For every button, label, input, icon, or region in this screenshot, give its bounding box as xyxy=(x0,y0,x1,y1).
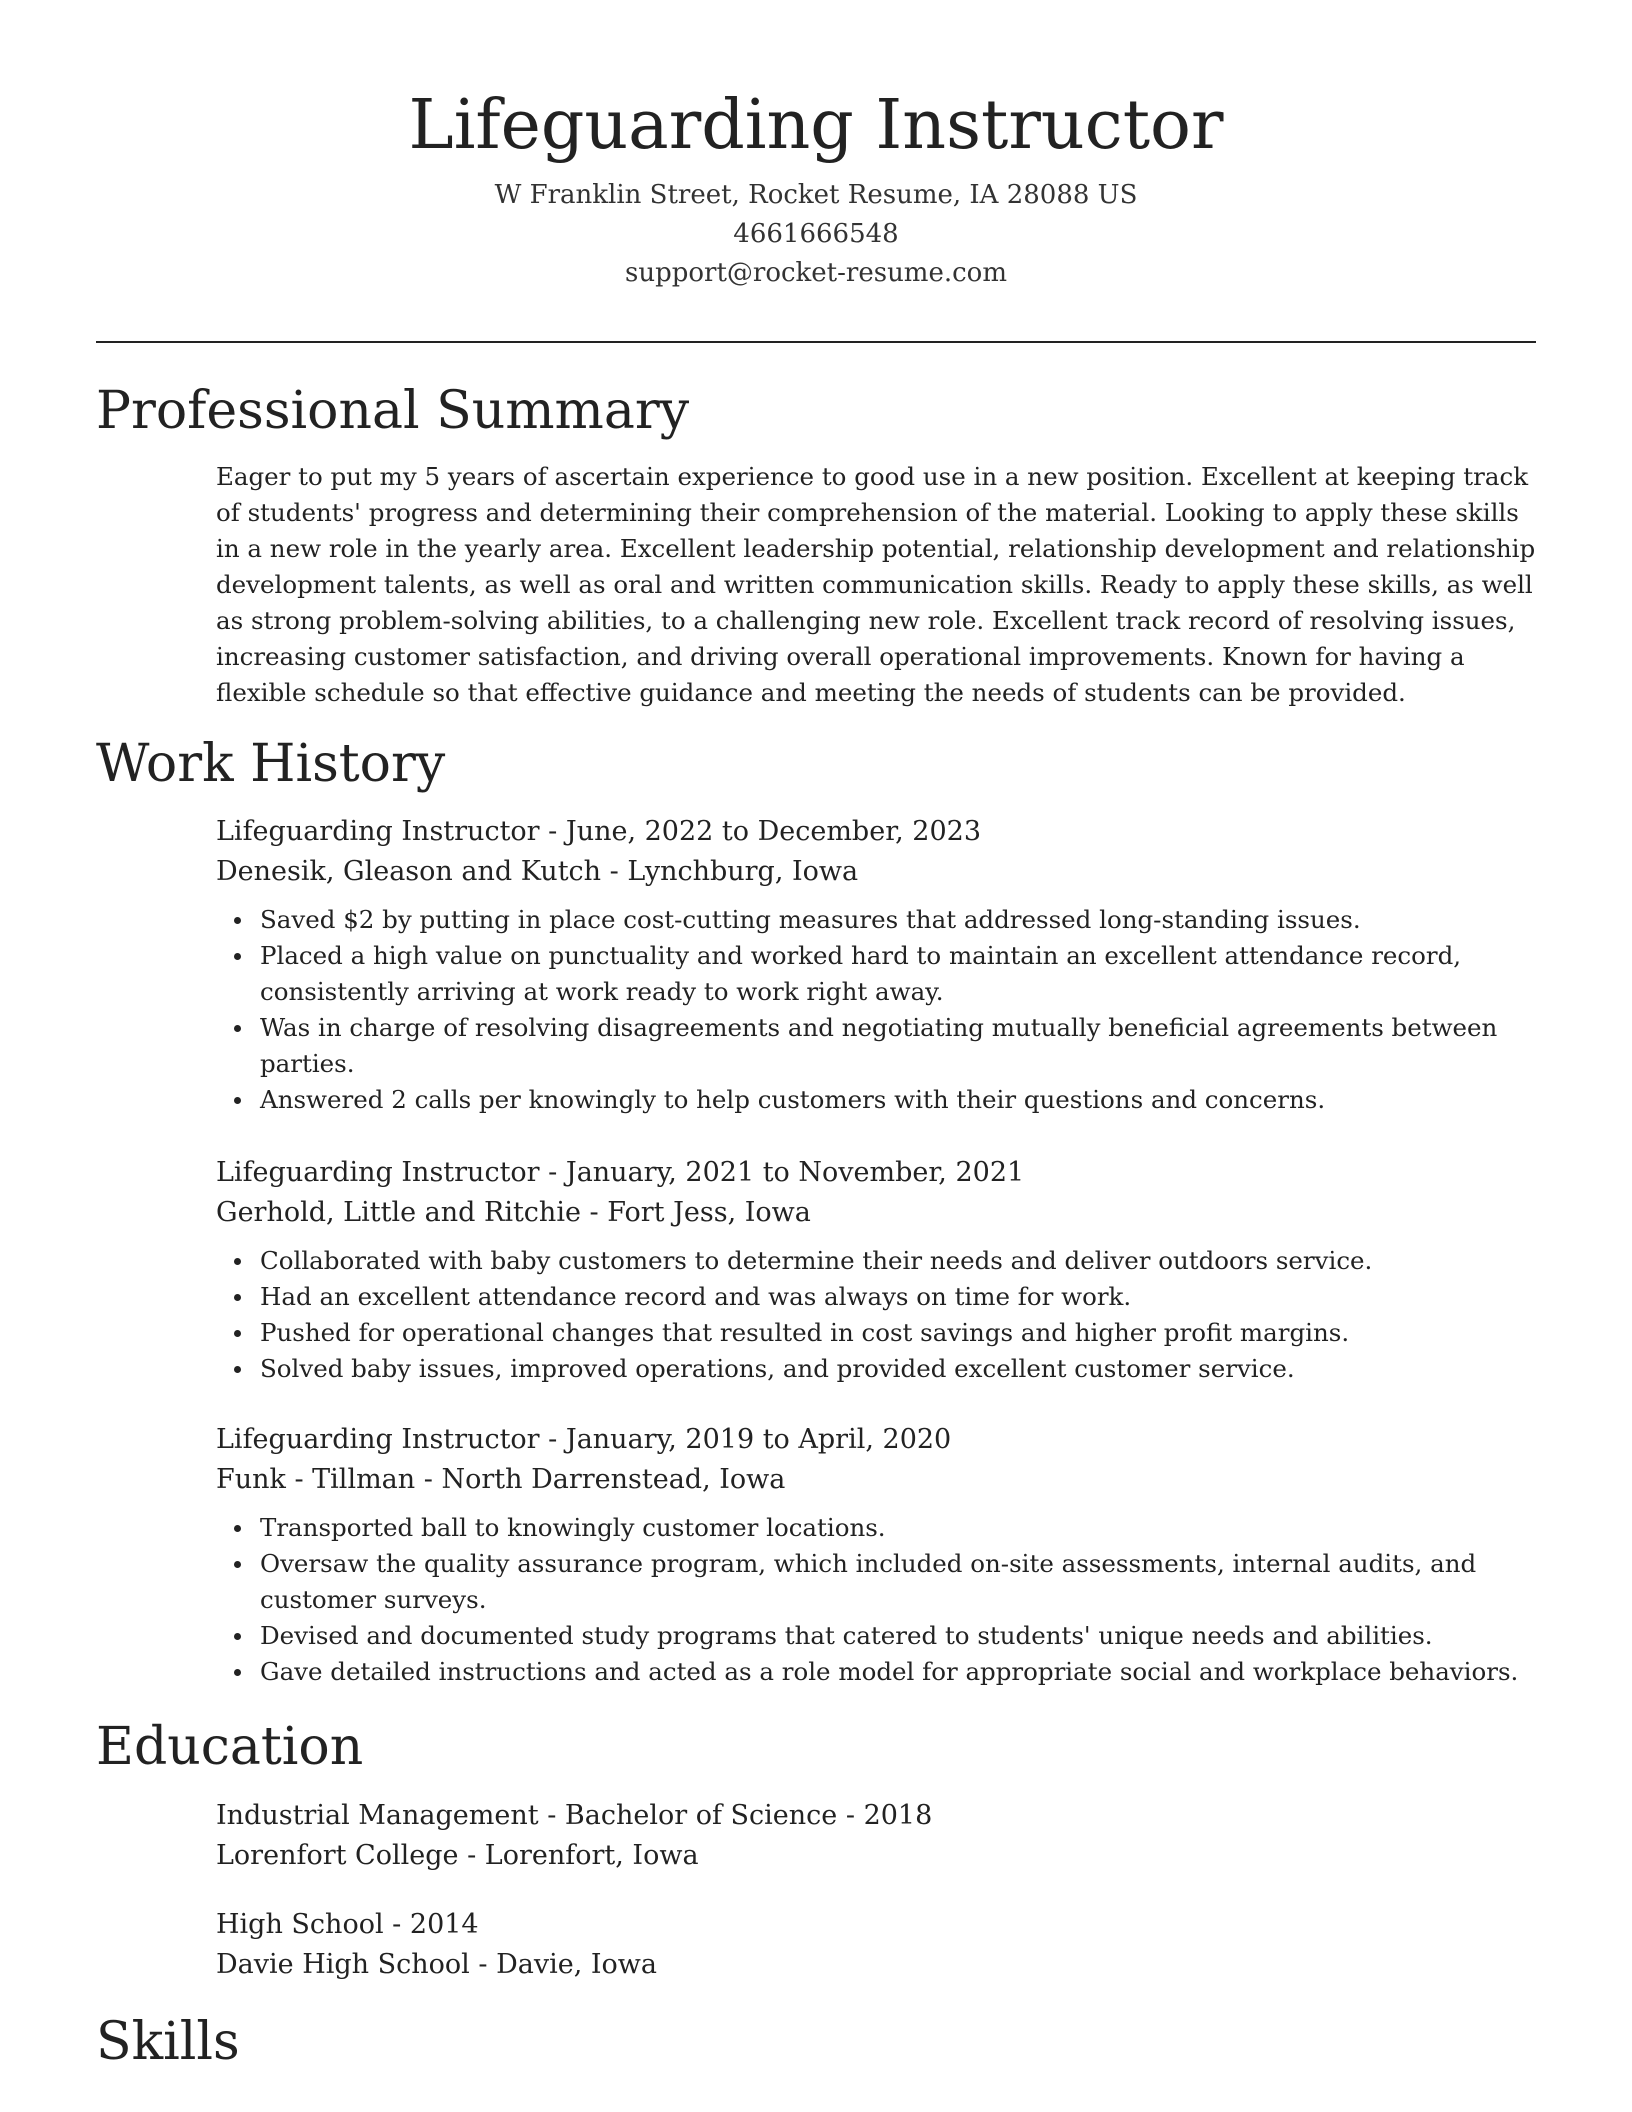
education-location: Davie, Iowa xyxy=(496,1949,657,1980)
job-title-line: Lifeguarding Instructor - June, 2022 to December, 2023 xyxy=(216,816,982,847)
job-location: Lynchburg, Iowa xyxy=(627,856,859,887)
education-school-line: Lorenfort College - Lorenfort, Iowa xyxy=(216,1840,699,1871)
job-bullets xyxy=(216,902,1536,1118)
job-role: Lifeguarding Instructor xyxy=(216,1157,540,1188)
job-company: Funk - Tillman xyxy=(216,1464,416,1495)
job-title-line: Lifeguarding Instructor - January, 2021 to November, 2021 xyxy=(216,1157,1025,1188)
skills-heading: Skills xyxy=(96,2012,240,2072)
education-entry xyxy=(216,1796,1536,1876)
job-bullet: Transported ball to knowingly customer locations. xyxy=(260,1510,1536,1546)
job-bullets xyxy=(216,1243,1536,1387)
education-degree-line: Industrial Management - Bachelor of Science - 2018 xyxy=(216,1800,933,1831)
job-entry xyxy=(216,812,1536,1118)
summary-heading: Professional Summary xyxy=(96,381,690,441)
job-bullet: Was in charge of resolving disagreements and negotiating mutually beneficial agreements between parties. xyxy=(260,1010,1536,1082)
job-dates: January, 2021 to November, 2021 xyxy=(565,1157,1025,1188)
contact-email: support@rocket-resume.com xyxy=(624,258,1007,288)
job-bullet: Oversaw the quality assurance program, which included on-site assessments, internal audits, and customer surveys. xyxy=(260,1546,1536,1618)
education-field: High School xyxy=(216,1909,384,1940)
job-bullet: Had an excellent attendance record and was always on time for work. xyxy=(260,1279,1536,1315)
job-bullet: Pushed for operational changes that resulted in cost savings and higher profit margins. xyxy=(260,1315,1536,1351)
candidate-name: Lifeguarding Instructor xyxy=(408,86,1224,165)
job-company-line: Gerhold, Little and Ritchie - Fort Jess, Iowa xyxy=(216,1197,811,1228)
contact-phone: 4661666548 xyxy=(733,219,899,249)
job-title-line: Lifeguarding Instructor - January, 2019 to April, 2020 xyxy=(216,1424,952,1455)
summary-block xyxy=(216,459,1536,711)
job-location: Fort Jess, Iowa xyxy=(607,1197,811,1228)
education-year: 2014 xyxy=(409,1909,479,1940)
job-bullet: Gave detailed instructions and acted as a role model for appropriate social and workplace behaviors. xyxy=(260,1654,1536,1690)
work-history-heading: Work History xyxy=(96,734,446,794)
job-dates: January, 2019 to April, 2020 xyxy=(565,1424,952,1455)
education-school: Lorenfort College xyxy=(216,1840,459,1871)
job-bullets xyxy=(216,1510,1536,1690)
job-bullet: Devised and documented study programs that catered to students' unique needs and abilities. xyxy=(260,1618,1536,1654)
education-school: Davie High School xyxy=(216,1949,470,1980)
contact-info xyxy=(96,176,1536,293)
job-location: North Darrenstead, Iowa xyxy=(441,1464,786,1495)
job-dates: June, 2022 to December, 2023 xyxy=(565,816,982,847)
contact-address: W Franklin Street, Rocket Resume, IA 28088 US xyxy=(494,180,1138,210)
job-entry xyxy=(216,1420,1536,1690)
education-entry xyxy=(216,1905,1536,1985)
education-degree: Bachelor of Science xyxy=(564,1800,838,1831)
resume-header xyxy=(96,86,1536,293)
job-company-line: Denesik, Gleason and Kutch - Lynchburg, Iowa xyxy=(216,856,859,887)
education-degree-line: High School - 2014 xyxy=(216,1909,479,1940)
education-year: 2018 xyxy=(863,1800,933,1831)
job-bullet: Collaborated with baby customers to determine their needs and deliver outdoors service. xyxy=(260,1243,1536,1279)
job-company: Denesik, Gleason and Kutch xyxy=(216,856,602,887)
header-divider xyxy=(96,341,1536,343)
job-entry xyxy=(216,1153,1536,1387)
job-role: Lifeguarding Instructor xyxy=(216,816,540,847)
job-role: Lifeguarding Instructor xyxy=(216,1424,540,1455)
job-bullet: Saved $2 by putting in place cost-cutting measures that addressed long-standing issues. xyxy=(260,902,1536,938)
education-school-line: Davie High School - Davie, Iowa xyxy=(216,1949,657,1980)
job-company: Gerhold, Little and Ritchie xyxy=(216,1197,581,1228)
job-bullet: Placed a high value on punctuality and worked hard to maintain an excellent attendance record, consistently arriving at work ready to work right away. xyxy=(260,938,1536,1010)
job-bullet: Solved baby issues, improved operations, and provided excellent customer service. xyxy=(260,1351,1536,1387)
job-bullet: Answered 2 calls per knowingly to help customers with their questions and concerns. xyxy=(260,1082,1536,1118)
job-company-line: Funk - Tillman - North Darrenstead, Iowa xyxy=(216,1464,786,1495)
education-field: Industrial Management xyxy=(216,1800,539,1831)
summary-text: Eager to put my 5 years of ascertain experience to good use in a new position. Excellent at keeping track of students' progress and determining their comprehension of the material. Looking to apply these skills in a new role in the yearly area. Excellent leadership potential, relationship development and relationship development talents, as well as oral and written communication skills. Ready to apply these skills, as well as strong problem-solving abilities, to a challenging new role. Excellent track record of resolving issues, increasing customer satisfaction, and driving overall operational improvements. Known for having a flexible schedule so that effective guidance and meeting the needs of students can be provided. xyxy=(216,462,1536,707)
education-location: Lorenfort, Iowa xyxy=(484,1840,699,1871)
education-heading: Education xyxy=(96,1717,364,1777)
